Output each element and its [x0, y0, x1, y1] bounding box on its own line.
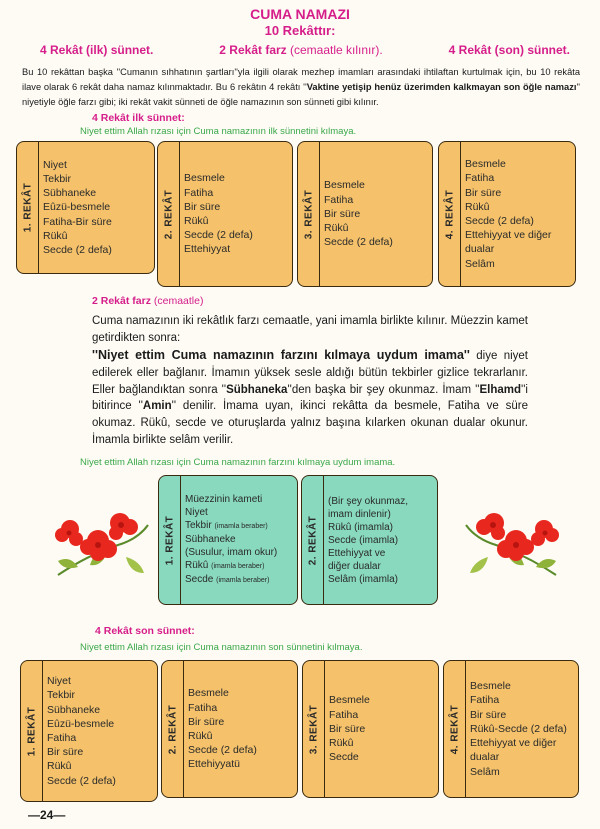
step: Tekbir	[47, 689, 76, 702]
rekat-steps	[47, 661, 153, 801]
rekat-steps	[185, 476, 293, 604]
step: Secde (2 defa)	[188, 744, 257, 757]
step: Ettehiyyat	[184, 243, 231, 256]
rekat-label	[158, 142, 180, 286]
step: Secde (2 defa)	[47, 774, 116, 787]
section1-rekat-box-1	[16, 141, 155, 274]
rekat-steps	[465, 142, 571, 286]
step: Rükû (imamla)	[328, 521, 394, 533]
section2-niyet: Niyet ettim Allah rızası için Cuma namazının farzını kılmaya uydum imama.	[80, 457, 396, 468]
step: Selâm	[465, 257, 495, 270]
step: Ettehiyyat ve diğer	[470, 737, 557, 750]
step: Besmele	[324, 179, 365, 192]
step: diğer dualar	[328, 560, 381, 572]
rekat-label-text: 4. REKÂT	[449, 704, 460, 754]
step: Fatiha	[470, 694, 500, 707]
section2-paragraph-2	[92, 347, 528, 449]
step: Secde (2 defa)	[43, 244, 112, 256]
step: Selâm (imamla)	[328, 573, 399, 585]
section2-heading	[92, 295, 203, 307]
rekat-steps	[470, 661, 574, 797]
section3-rekat-box-1	[20, 660, 158, 802]
step: dualar	[470, 751, 500, 764]
step: Sübhaneke	[43, 187, 97, 200]
rekat-label-text: 2. REKÂT	[307, 515, 318, 565]
page-subtitle: 10 Rekâttır:	[264, 23, 336, 38]
rekat-label-text: 3. REKÂT	[303, 189, 314, 239]
rekat-steps	[324, 142, 428, 286]
step: Fatiha	[47, 732, 77, 744]
step: Fatiha	[188, 701, 218, 714]
step	[185, 573, 293, 587]
rekat-label-text: 1. REKÂT	[164, 515, 175, 565]
header-farz-label: 2 Rekât farz	[219, 43, 287, 57]
rekat-steps	[328, 476, 433, 604]
step: (Susulur, imam okur)	[185, 547, 278, 558]
rekat-label	[17, 142, 39, 273]
section1-heading: 4 Rekât ilk sünnet:	[92, 112, 185, 124]
rekat-label-text: 3. REKÂT	[308, 704, 319, 754]
step: Rükû	[43, 229, 68, 242]
step: Bir süre	[324, 207, 361, 220]
step: (Bir şey okunmaz,	[328, 495, 409, 507]
rekat-label-text: 2. REKÂT	[167, 704, 178, 754]
step: Bir süre	[329, 722, 366, 735]
section1-rekat-box-2	[157, 141, 293, 287]
section2-rekat-box-1	[158, 475, 298, 605]
step-note: (imamla beraber)	[211, 563, 265, 570]
rekat-steps	[43, 142, 150, 273]
rekat-label	[303, 661, 325, 797]
rekat-steps	[184, 142, 288, 286]
header-first-sunnet: 4 Rekât (ilk) sünnet.	[40, 43, 154, 57]
step: Bir süre	[184, 200, 221, 213]
step-text: Tekbir	[185, 520, 212, 531]
step: Secde	[329, 751, 359, 764]
step: Fatiha	[184, 186, 214, 199]
step: Rükû	[184, 215, 209, 227]
rekat-label	[21, 661, 43, 801]
step: Fatiha	[324, 193, 354, 206]
step: Sübhaneke	[47, 703, 101, 716]
bold-subhaneka: Sübhaneka	[226, 383, 288, 396]
section1-rekat-box-4	[438, 141, 576, 287]
para-part-b: ''den başka bir şey okunmaz. İmam ''	[287, 383, 480, 396]
bold-elhamd: Elhamd	[479, 383, 522, 396]
rekat-steps	[329, 661, 434, 797]
step: Müezzinin kameti	[185, 494, 263, 505]
section1-niyet: Niyet ettim Allah rızası için Cuma namazının ilk sünnetini kılmaya.	[80, 126, 357, 137]
step: Tekbir	[43, 172, 72, 185]
section3-heading: 4 Rekât son sünnet:	[95, 625, 195, 637]
step: Besmele	[470, 680, 511, 693]
step: Besmele	[465, 158, 506, 171]
header-last-sunnet: 4 Rekât (son) sünnet.	[448, 43, 570, 57]
step	[185, 559, 293, 573]
section3-rekat-box-2	[161, 660, 298, 798]
rekat-label-text: 1. REKÂT	[22, 182, 33, 233]
section3-rekat-box-3	[302, 660, 439, 798]
section3-niyet: Niyet ettim Allah rızası için Cuma namazının son sünnetini kılmaya.	[80, 642, 363, 653]
intro-paragraph	[22, 65, 580, 110]
step-note: (imamla beraber)	[216, 577, 270, 584]
flower-left-icon	[48, 505, 158, 585]
section2-heading-note: (cemaatle)	[153, 295, 204, 307]
step: Selâm	[470, 765, 500, 778]
step: Rükû	[465, 200, 490, 213]
step: Eûzü-besmele	[43, 201, 111, 214]
section2-rekat-box-2	[301, 475, 438, 605]
step: Fatiha	[329, 708, 359, 721]
section1-rekat-box-3	[297, 141, 433, 287]
step: Niyet	[185, 507, 208, 518]
step: Rükû	[188, 730, 213, 742]
section2-paragraph-1: Cuma namazının iki rekâtlık farzı cemaatle, yani imamla birlikte kılınır. Müezzin kamet getirdikten sonra:	[92, 315, 528, 344]
intro-text-bold: Vaktine yetişip henüz üzerimden kalkmayan son öğle namazı	[306, 82, 577, 92]
header-row	[40, 43, 570, 57]
section3-rekat-box-4	[443, 660, 579, 798]
step: Sübhaneke	[185, 534, 236, 545]
step: Rükû	[47, 760, 72, 773]
step: Besmele	[329, 694, 370, 707]
step: Bir süre	[47, 746, 84, 759]
step-note: (imamla beraber)	[214, 523, 268, 530]
step: Secde (2 defa)	[465, 215, 534, 227]
step: Besmele	[184, 172, 225, 185]
step: Fatiha-Bir süre	[43, 215, 112, 228]
step: Bir süre	[470, 708, 507, 721]
step-text: Secde	[185, 574, 214, 585]
step: Bir süre	[188, 715, 225, 728]
rekat-label	[298, 142, 320, 286]
quote-niyet: ''Niyet ettim Cuma namazının farzını kılmaya uydum imama''	[92, 348, 470, 362]
step: Fatiha	[465, 172, 495, 185]
rekat-label	[444, 661, 466, 797]
header-farz	[219, 43, 382, 57]
step: imam dinlenir)	[328, 508, 391, 520]
rekat-label-text: 2. REKÂT	[163, 189, 174, 239]
step: Besmele	[188, 687, 229, 700]
rekat-label	[162, 661, 184, 797]
header-farz-note: (cemaatle kılınır).	[290, 43, 383, 57]
step: Secde (2 defa)	[184, 229, 253, 242]
flower-right-icon	[456, 505, 566, 585]
step: Rükû	[329, 737, 354, 750]
rekat-steps	[188, 661, 293, 797]
step: Rükû-Secde (2 defa)	[470, 722, 567, 735]
step-text: Rükû	[185, 560, 209, 571]
rekat-label-text: 4. REKÂT	[444, 189, 455, 239]
step: Ettehiyyat ve diğer	[465, 229, 552, 242]
step: Ettehiyyatü	[188, 758, 240, 771]
rekat-label	[302, 476, 324, 604]
intro-text-2: '' niyetiyle öğle farzı gibi; iki rekât vakit sünneti de öğle namazının son sünneti gibi kılınır.	[22, 82, 580, 107]
section2-heading-label: 2 Rekât farz	[92, 295, 151, 307]
step: Ettehiyyat ve	[328, 547, 386, 559]
step	[185, 519, 293, 533]
step: Eûzü-besmele	[47, 717, 115, 730]
para-part-d: '' denilir. İmama uyan, ikinci rekâtta da besmele, Fatiha ve süre okumaz. Rükû, secde ve oturuşlarda yalnız başına kılarken okunan dualar okunur. İmamla birlikte selâm verilir.	[92, 400, 529, 446]
step: Secde (2 defa)	[324, 236, 393, 249]
para-part-a: diye niyet edilerek eller bağlanır. İmamın yüksek sesle aldığı bütün tekbirler gizlice tekrarlanır. Eller bağlandıktan sonra ''	[92, 350, 528, 396]
step: dualar	[465, 243, 495, 256]
rekat-label-text: 1. REKÂT	[26, 706, 37, 756]
step: Secde (imamla)	[328, 534, 399, 546]
step: Bir süre	[465, 186, 502, 199]
rekat-label	[159, 476, 181, 604]
step: Niyet	[47, 675, 71, 688]
step: Rükû	[324, 222, 349, 235]
intro-text-1: Bu 10 rekâttan başka ''Cumanın sıhhatının şartları''yla ilgili olarak mezhep imamları arasındaki ihtilaftan kurtulmak için, bu 10 rekâta ilave olarak 6 rekât daha namaz kılınmaktadır. Bu 6 rekâtın 4 rekâtı ''	[22, 67, 580, 92]
step: Niyet	[43, 158, 67, 171]
rekat-label	[439, 142, 461, 286]
page-title: CUMA NAMAZI	[250, 6, 350, 22]
para-part-c: ''i bitirince ''	[92, 383, 528, 413]
page-number: —24—	[28, 808, 66, 822]
bold-amin: Amin	[142, 400, 172, 413]
